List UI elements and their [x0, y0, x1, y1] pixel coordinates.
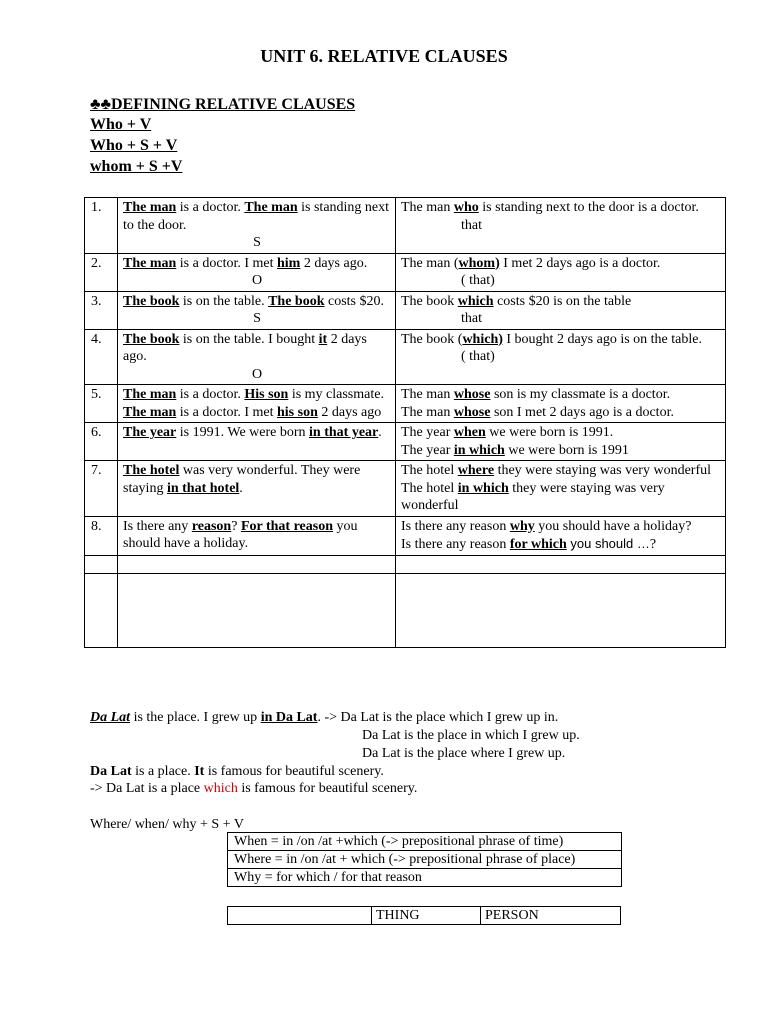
formula-who-s-v: Who + S + V — [90, 137, 178, 154]
text-run: 2 days ago — [317, 404, 382, 420]
text-run: son is my classmate is a doctor. — [490, 387, 671, 402]
text-run: I bought 2 days ago is on the table. — [502, 331, 702, 347]
text-run: is a doctor. — [176, 387, 245, 402]
formula-who-v: Who + V — [90, 116, 152, 133]
text-run: Is there any — [123, 518, 192, 534]
dalat-line-4: Da Lat is a place. It is famous for beautiful scenery. — [90, 764, 384, 779]
text-run: . -> Da Lat is the place which I grew up in. — [317, 710, 559, 725]
function-note: S — [253, 311, 261, 326]
text-run: who — [453, 200, 479, 215]
row-number: 7. — [85, 461, 118, 517]
text-run: when — [453, 425, 486, 440]
combined-sentence — [396, 253, 726, 291]
text-run: The man — [401, 387, 454, 402]
text-run: we were born is 1991 — [504, 442, 629, 458]
text-run: it — [318, 331, 328, 347]
text-run: you should have a holiday? — [534, 518, 692, 534]
table-row — [85, 291, 726, 329]
text-run: was very wonderful. They were staying — [123, 463, 361, 496]
text-run: in which — [453, 442, 505, 458]
formula-whom-s-v: whom + S +V — [90, 158, 183, 175]
table-row: Why = for which / for that reason — [228, 869, 622, 887]
table-row — [85, 423, 726, 461]
text-run: The year — [401, 442, 454, 458]
where-formula: Where/ when/ why + S + V — [90, 817, 244, 832]
text-run: The book — [268, 293, 325, 309]
text-run: The book — [123, 331, 180, 347]
text-run: For that reason — [240, 518, 333, 534]
text-run: costs $20. — [324, 293, 384, 309]
row-number: 1. — [85, 198, 118, 254]
row-number: 2. — [85, 253, 118, 291]
original-sentences — [118, 329, 396, 385]
text-run: is 1991. We were born — [176, 425, 310, 440]
text-run: son I met 2 days ago is a doctor. — [490, 404, 674, 420]
text-run: The man — [123, 387, 177, 402]
text-run: in that hotel — [166, 480, 240, 496]
text-run: his son — [277, 404, 318, 420]
table-row — [85, 198, 726, 254]
dalat-line-5: -> Da Lat is a place which is famous for beautiful scenery. — [90, 781, 418, 796]
text-run: in Da Lat — [260, 710, 318, 725]
text-run: why — [509, 518, 535, 534]
combined-sentence — [396, 198, 726, 254]
combined-sentence — [396, 423, 726, 461]
text-run: Is there any reason — [401, 537, 510, 552]
text-run: whose — [453, 404, 491, 420]
text-run: you should … — [566, 536, 650, 551]
text-run: you should have a holiday. — [123, 518, 358, 551]
text-run: Da Lat — [90, 710, 131, 725]
club-icon: ♣♣ — [90, 96, 111, 113]
table-row: Where = in /on /at + which (-> prepositional phrase of place) — [228, 851, 622, 869]
examples-table — [84, 197, 726, 648]
function-note: O — [251, 366, 263, 382]
text-run: whom) — [458, 255, 500, 271]
text-run: The hotel — [401, 463, 458, 478]
text-run: him — [277, 255, 301, 271]
combined-sentence — [396, 329, 726, 385]
text-run: which — [457, 293, 494, 309]
text-run: The year — [401, 425, 454, 440]
text-run: for which — [509, 537, 567, 552]
text-run: The man — [401, 404, 454, 420]
text-run: in which — [457, 480, 509, 496]
table-row — [85, 329, 726, 385]
text-run: I met 2 days ago is a doctor. — [499, 255, 661, 271]
text-run: in that year — [309, 425, 379, 440]
text-run: is the place. I grew up — [130, 710, 261, 725]
text-run: is a doctor. — [176, 200, 245, 215]
page-title: UNIT 6. RELATIVE CLAUSES — [260, 46, 508, 66]
text-run: The book — [123, 293, 180, 309]
text-run: The hotel — [123, 463, 180, 478]
text-run: The man ( — [401, 255, 459, 271]
table-row — [85, 253, 726, 291]
function-note: O — [251, 273, 263, 288]
text-run: His son — [244, 387, 289, 402]
row-number: 4. — [85, 329, 118, 385]
text-run: The book ( — [401, 331, 463, 347]
alternative-note: ( that) — [461, 349, 495, 364]
section-heading: ♣♣DEFINING RELATIVE CLAUSES — [90, 96, 356, 113]
text-run: Is there any reason — [401, 518, 510, 534]
text-run: The hotel — [401, 480, 458, 496]
combined-sentence — [396, 385, 726, 423]
text-run: is on the table. — [179, 293, 269, 309]
original-sentences — [118, 461, 396, 517]
text-run: . — [239, 480, 243, 496]
text-run: where — [457, 463, 495, 478]
text-run: The man — [401, 200, 454, 215]
original-sentences — [118, 385, 396, 423]
combined-sentence — [396, 516, 726, 555]
function-note: S — [253, 235, 261, 250]
text-run: is standing next to the door is a doctor. — [478, 200, 699, 215]
dalat-line-1 — [90, 709, 558, 726]
text-run: The man — [123, 404, 177, 420]
row-number: 5. — [85, 385, 118, 423]
text-run: The man — [244, 200, 298, 215]
row-number: 3. — [85, 291, 118, 329]
rules-table — [227, 832, 622, 887]
text-run: 2 days ago. — [123, 331, 367, 364]
row-number: 8. — [85, 516, 118, 555]
text-run: whose — [453, 387, 491, 402]
text-run: 2 days ago. — [300, 255, 368, 271]
table-row — [85, 461, 726, 517]
original-sentences — [118, 253, 396, 291]
comparison-table — [227, 906, 621, 925]
text-run: is standing next to the door. — [123, 200, 390, 233]
combined-sentence — [396, 291, 726, 329]
text-run: which) — [462, 331, 503, 347]
alternative-note: that — [461, 217, 482, 233]
table-row — [85, 516, 726, 555]
text-run: The man — [123, 200, 177, 215]
original-sentences — [118, 198, 396, 254]
dalat-line-3: Da Lat is the place where I grew up. — [362, 746, 566, 761]
text-run: is a doctor. I met — [176, 404, 277, 420]
text-run: is a doctor. I met — [176, 255, 277, 271]
table-row: When = in /on /at +which (-> prepositional phrase of time) — [228, 833, 622, 851]
alternative-note: that — [461, 311, 482, 326]
text-run: The book — [401, 293, 458, 309]
original-sentences — [118, 516, 396, 555]
dalat-line-2: Da Lat is the place in which I grew up. — [362, 728, 580, 743]
table-row: THING PERSON — [228, 907, 621, 925]
alternative-note: ( that) — [461, 273, 495, 288]
text-run: is my classmate. — [288, 387, 384, 402]
table-row-empty — [85, 573, 726, 647]
text-run: they were staying was very wonderful — [494, 463, 711, 478]
table-row-empty — [85, 555, 726, 573]
text-run: ? — [231, 518, 241, 534]
text-run: is on the table. I bought — [179, 331, 319, 347]
original-sentences — [118, 291, 396, 329]
combined-sentence — [396, 461, 726, 517]
text-run: The man — [123, 255, 177, 271]
table-row — [85, 385, 726, 423]
text-run: reason — [191, 518, 232, 534]
text-run: they were staying was very wonderful — [401, 480, 665, 513]
text-run: ? — [649, 537, 657, 552]
text-run: . — [378, 425, 382, 440]
row-number: 6. — [85, 423, 118, 461]
text-run: The year — [123, 425, 177, 440]
original-sentences — [118, 423, 396, 461]
text-run: costs $20 is on the table — [493, 293, 632, 309]
text-run: we were born is 1991. — [485, 425, 614, 440]
